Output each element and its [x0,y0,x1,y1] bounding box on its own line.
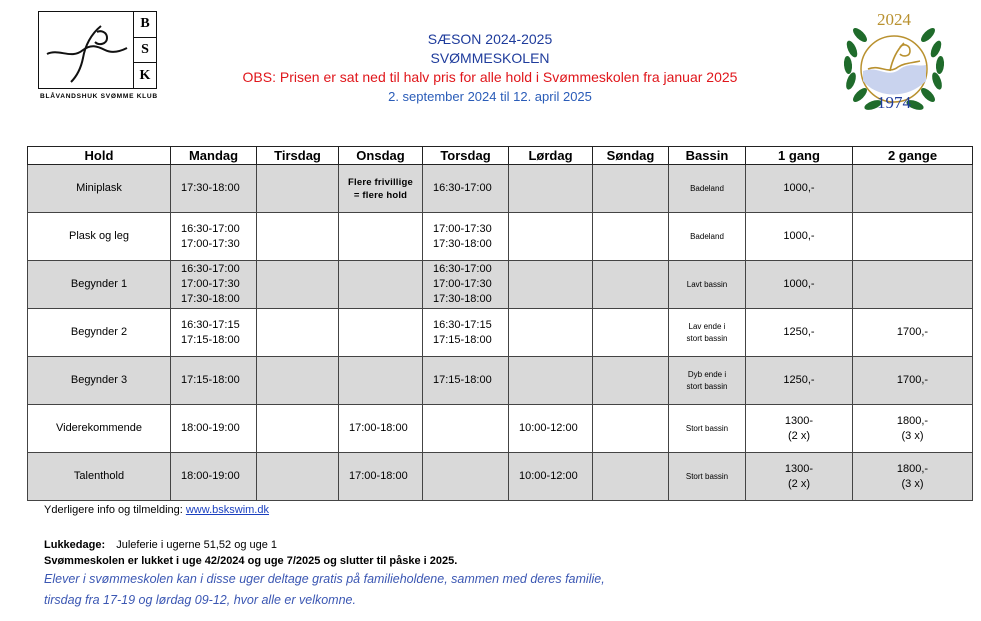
cell-bassin: Lav ende i stort bassin [669,309,746,357]
cell-onsdag [339,213,423,261]
cell-torsdag [423,453,509,501]
cell-lordag [509,309,593,357]
cell-hold: Begynder 2 [28,309,171,357]
logo-letter-s: S [134,38,156,64]
table-row [28,357,973,405]
cell-mandag: 18:00-19:00 [171,405,257,453]
cell-tirsdag [257,261,339,309]
cell-2-gange: 1800,- (3 x) [853,453,973,501]
closed-weeks-line: Svømmeskolen er lukket i uge 42/2024 og uge 7/2025 og slutter til påske i 2025. [44,555,458,567]
col-header-1-gang: 1 gang [746,147,853,165]
cell-torsdag: 17:15-18:00 [423,357,509,405]
cell-bassin: Stort bassin [669,405,746,453]
col-header-hold: Hold [28,147,171,165]
cell-tirsdag [257,405,339,453]
cell-2-gange [853,165,973,213]
cell-bassin: Stort bassin [669,453,746,501]
col-header-tirsdag: Tirsdag [257,147,339,165]
cell-hold: Begynder 3 [28,357,171,405]
table-body [28,165,973,501]
col-header-sondag: Søndag [593,147,669,165]
col-header-onsdag: Onsdag [339,147,423,165]
cell-hold: Viderekommende [28,405,171,453]
cell-lordag: 10:00-12:00 [509,453,593,501]
cell-1-gang: 1000,- [746,213,853,261]
cell-1-gang: 1300- (2 x) [746,405,853,453]
emblem-year-top: 2024 [877,10,911,29]
cell-1-gang: 1000,- [746,261,853,309]
table-header-row [28,147,973,165]
cell-mandag: 16:30-17:15 17:15-18:00 [171,309,257,357]
cell-2-gange [853,261,973,309]
cell-mandag: 16:30-17:00 17:00-17:30 17:30-18:00 [171,261,257,309]
cell-sondag [593,309,669,357]
bsk-logo-box [38,11,157,89]
season-dates: 2. september 2024 til 12. april 2025 [388,89,592,104]
logo-letter-b: B [134,12,156,38]
anniversary-emblem [838,9,950,119]
family-note-line-2: tirsdag fra 17-19 og lørdag 09-12, hvor alle er velkomne. [44,593,356,607]
cell-bassin: Badeland [669,165,746,213]
cell-bassin: Badeland [669,213,746,261]
cell-torsdag: 16:30-17:00 17:00-17:30 17:30-18:00 [423,261,509,309]
col-header-2-gange: 2 gange [853,147,973,165]
cell-torsdag: 16:30-17:15 17:15-18:00 [423,309,509,357]
cell-2-gange [853,213,973,261]
bsk-caption: BLÅVANDSHUK SVØMME KLUB [40,93,158,100]
cell-1-gang: 1300- (2 x) [746,453,853,501]
price-notice: OBS: Prisen er sat ned til halv pris for alle hold i Svømmeskolen fra januar 2025 [242,69,738,85]
table-row [28,453,973,501]
cell-onsdag [339,357,423,405]
table-row [28,405,973,453]
cell-hold: Begynder 1 [28,261,171,309]
cell-bassin: Lavt bassin [669,261,746,309]
closed-days-label: Lukkedage: [44,539,106,551]
cell-sondag [593,165,669,213]
cell-onsdag [339,309,423,357]
cell-torsdag: 17:00-17:30 17:30-18:00 [423,213,509,261]
closed-days-value: Juleferie i ugerne 51,52 og uge 1 [116,539,278,551]
table-row [28,261,973,309]
cell-sondag [593,213,669,261]
cell-hold: Miniplask [28,165,171,213]
school-title: SVØMMESKOLEN [430,50,550,66]
season-title: SÆSON 2024-2025 [427,31,553,47]
cell-lordag [509,357,593,405]
cell-sondag [593,261,669,309]
bsk-letters [133,12,156,88]
cell-sondag [593,453,669,501]
cell-1-gang: 1250,- [746,357,853,405]
cell-mandag: 16:30-17:00 17:00-17:30 [171,213,257,261]
cell-2-gange: 1700,- [853,309,973,357]
cell-hold: Plask og leg [28,213,171,261]
cell-sondag [593,405,669,453]
cell-torsdag: 16:30-17:00 [423,165,509,213]
cell-tirsdag [257,213,339,261]
cell-sondag [593,357,669,405]
cell-lordag [509,165,593,213]
cell-2-gange: 1700,- [853,357,973,405]
logo-letter-k: K [139,67,151,83]
cell-torsdag [423,405,509,453]
cell-tirsdag [257,357,339,405]
cell-hold: Talenthold [28,453,171,501]
table-row [28,309,973,357]
info-text: Yderligere info og tilmelding: [44,504,186,516]
cell-tirsdag [257,165,339,213]
closed-days-line [44,539,277,551]
cell-lordag [509,261,593,309]
family-note-line-1: Elever i svømmeskolen kan i disse uger deltage gratis på familieholdene, sammen med deres familie, [44,572,605,586]
cell-mandag: 17:15-18:00 [171,357,257,405]
cell-mandag: 17:30-18:00 [171,165,257,213]
table-row [28,165,973,213]
cell-onsdag: 17:00-18:00 [339,405,423,453]
swimmer-icon [39,12,135,88]
cell-lordag: 10:00-12:00 [509,405,593,453]
col-header-mandag: Mandag [171,147,257,165]
website-link[interactable]: www.bskswim.dk [185,504,269,516]
cell-mandag: 18:00-19:00 [171,453,257,501]
col-header-torsdag: Torsdag [423,147,509,165]
schedule-table [27,146,973,501]
cell-lordag [509,213,593,261]
info-line [44,504,269,516]
cell-2-gange: 1800,- (3 x) [853,405,973,453]
bsk-logo [38,11,168,103]
table-row [28,213,973,261]
page-header [230,30,750,106]
cell-tirsdag [257,309,339,357]
col-header-lordag: Lørdag [509,147,593,165]
cell-tirsdag [257,453,339,501]
cell-onsdag: 17:00-18:00 [339,453,423,501]
cell-bassin: Dyb ende i stort bassin [669,357,746,405]
cell-onsdag [339,261,423,309]
cell-onsdag: Flere frivillige = flere hold [339,165,423,213]
cell-1-gang: 1250,- [746,309,853,357]
col-header-bassin: Bassin [669,147,746,165]
cell-1-gang: 1000,- [746,165,853,213]
emblem-year-bottom: 1974 [877,93,911,112]
